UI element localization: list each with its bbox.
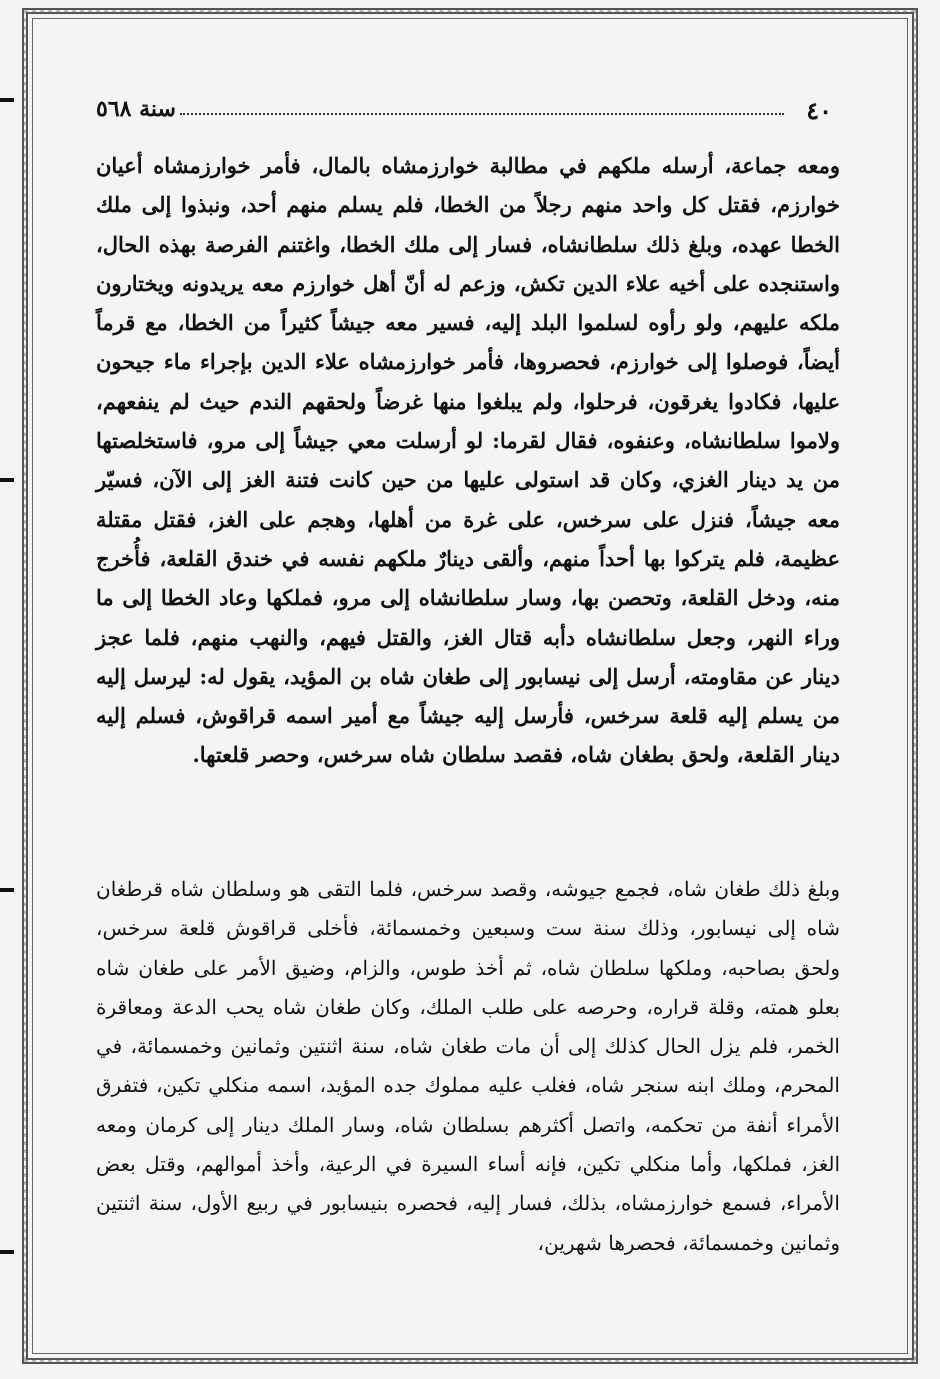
paragraph-text: وبلغ ذلك طغان شاه، فجمع جيوشه، وقصد سرخس، فلما التقى هو وسلطان شاه قرطغان شاه إلى نيسابور، وذلك سنة ست وسبعين وخمسمائة، فأخلى قراقوش قلعة سرخس، ولحق بصاحبه، وملكها سلطان شاه، ثم أخذ طوس، والزام، وضيق الأمر على طغان شاه بعلو همته، وقلة قراره، وحرصه على طلب الملك، وكان طغان شاه يحب الدعة ومعاقرة الخمر، فلم يزل الحال كذلك إلى أن مات طغان شاه، سنة اثنتين وثمانين وخمسمائة، في المحرم، وملك ابنه سنجر شاه، فغلب عليه مملوك جده المؤيد، اسمه منكلي تكين، فتفرق الأمراء أنفة من تحكمه، واتصل أكثرهم بسلطان شاه، وسار الملك دينار إلى كرمان ومعه الغز، فملكها، وأما منكلي تكين، فإنه أساء السيرة في الرعية، وأخذ أموالهم، وقتل بعض الأمراء، فسمع خوارزمشاه، بذلك، فسار إليه، فحصره بنيسابور في ربيع الأول، سنة اثنتين وثمانين وخمسمائة، فحصرها شهرين، (96, 877, 841, 1255)
running-head-year: سنة ٥٦٨ (96, 96, 176, 122)
body-paragraph-1 (96, 146, 840, 775)
body-paragraph-2 (96, 870, 840, 1263)
paragraph-text: ومعه جماعة، أرسله ملكهم في مطالبة خوارزمشاه بالمال، فأمر خوارزمشاه أعيان خوارزم، فقتل كل واحد منهم رجلاً من الخطا، فلم يسلم منهم أحد، ونبذوا إلى ملك الخطا عهده، وبلغ ذلك سلطانشاه، فسار إلى ملك الخطا، واغتنم الفرصة بهذه الحال، واستنجده على أخيه علاء الدين تكش، وزعم له أنّ أهل خوارزم معه يريدونه ويختارون ملكه عليهم، ولو رأوه لسلموا البلد إليه، فسير معه جيشاً كثيراً من الخطا، مع قرماً أيضاً، فوصلوا إلى خوارزم، فحصروها، فأمر خوارزمشاه علاء الدين بإجراء ماء جيحون عليها، فكادوا يغرقون، فرحلوا، ولم يبلغوا منها غرضاً ولحقهم الندم حيث لم ينفعهم، ولاموا سلطانشاه، وعنفوه، فقال لقرما: لو أرسلت معي جيشاً إلى مرو، فاستخلصتها من يد دينار الغزي، وكان قد استولى عليها من حين كانت فتنة الغز إلى الآن، فسيّر معه جيشاً، فنزل على سرخس، على غرة من أهلها، وهجم على الغز، فقتل مقتلة عظيمة، فلم يتركوا بها أحداً منهم، وألقى دينارٌ ملكهم نفسه في خندق القلعة، فأُخرج منه، ودخل القلعة، وتحصن بها، وسار سلطانشاه إلى مرو، فملكها وعاد الخطا إلى ما وراء النهر، وجعل سلطانشاه دأبه قتال الغز، والقتل فيهم، والنهب منهم، فلما عجز دينار عن مقاومته، أرسل إلى نيسابور إلى طغان شاه بن المؤيد، يقول له: ليرسل إليه من يسلم إليه قلعة سرخس، فأرسل إليه جيشاً مع أمير اسمه قراقوش، فسلم إليه دينار القلعة، ولحق بطغان شاه، فقصد سلطان شاه سرخس، وحصر قلعتها. (96, 153, 840, 768)
header-dotted-rule (180, 113, 784, 115)
edge-mark (0, 478, 14, 482)
edge-mark (0, 98, 14, 102)
edge-mark (0, 888, 14, 892)
page-header (96, 96, 832, 124)
edge-mark (0, 1250, 14, 1254)
page-number: ٤٠ (806, 96, 832, 125)
